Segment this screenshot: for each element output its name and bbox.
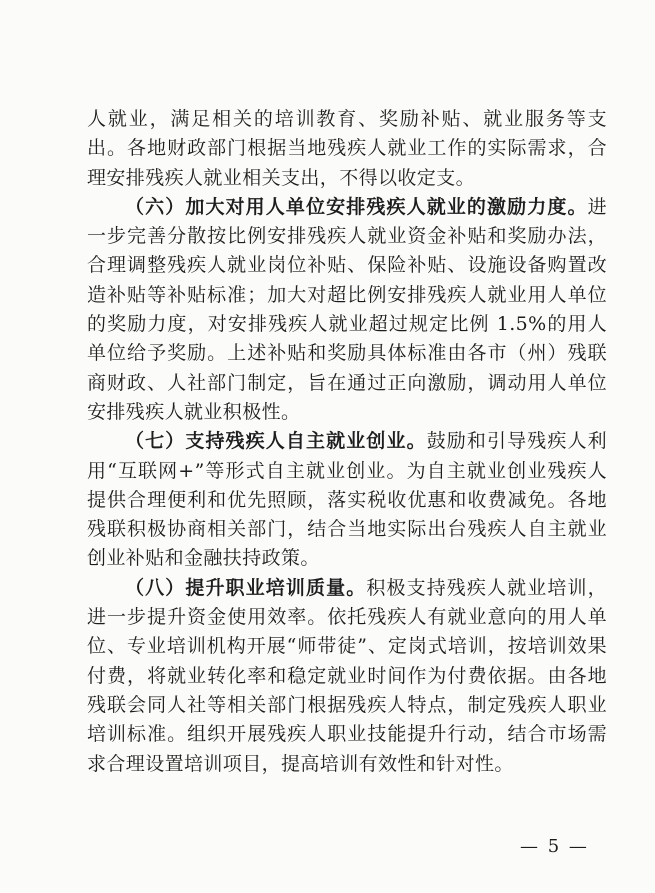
section-heading-8: （八）提升职业培训质量。	[125, 576, 367, 599]
document-body	[87, 105, 607, 779]
page-number: — 5 —	[520, 836, 589, 857]
section-heading-7: （七）支持残疾人自主就业创业。	[125, 430, 427, 453]
paragraph-text: 积极支持残疾人就业培训，进一步提升资金使用效率。依托残疾人有就业意向的用人单位、专业培训机构开展“师带徒”、定岗式培训，按培训效果付费，将就业转化率和稳定就业时间作为付费依据。由各地残联会同人社等相关部门根据残疾人特点，制定残疾人职业培训标准。组织开展残疾人职业技能提升行动，结合市场需求合理设置培训项目，提高培训有效性和针对性。	[87, 576, 607, 775]
paragraph-section-8	[87, 574, 607, 779]
section-heading-6: （六）加大对用人单位安排残疾人就业的激励力度。	[125, 195, 588, 218]
paragraph-text: 人就业，满足相关的培训教育、奖励补贴、就业服务等支出。各地财政部门根据当地残疾人就业工作的实际需求，合理安排残疾人就业相关支出，不得以收定支。	[87, 108, 607, 189]
paragraph-section-6	[87, 193, 607, 427]
paragraph-continuation	[87, 105, 607, 193]
paragraph-section-7	[87, 427, 607, 573]
paragraph-text: 鼓励和引导残疾人利用“互联网+”等形式自主就业创业。为自主就业创业残疾人提供合理便利和优先照顾，落实税收优惠和收费减免。各地残联积极协商相关部门，结合当地实际出台残疾人自主就业创业补贴和金融扶持政策。	[87, 430, 607, 570]
paragraph-text: 进一步完善分散按比例安排残疾人就业资金补贴和奖励办法，合理调整残疾人就业岗位补贴、保险补贴、设施设备购置改造补贴等补贴标准；加大对超比例安排残疾人就业用人单位的奖励力度，对安排残疾人就业超过规定比例 1.5%的用人单位给予奖励。上述补贴和奖励具体标准由各市（州）残联商财政、人社部门制定，旨在通过正向激励，调动用人单位安排残疾人就业积极性。	[87, 195, 607, 423]
